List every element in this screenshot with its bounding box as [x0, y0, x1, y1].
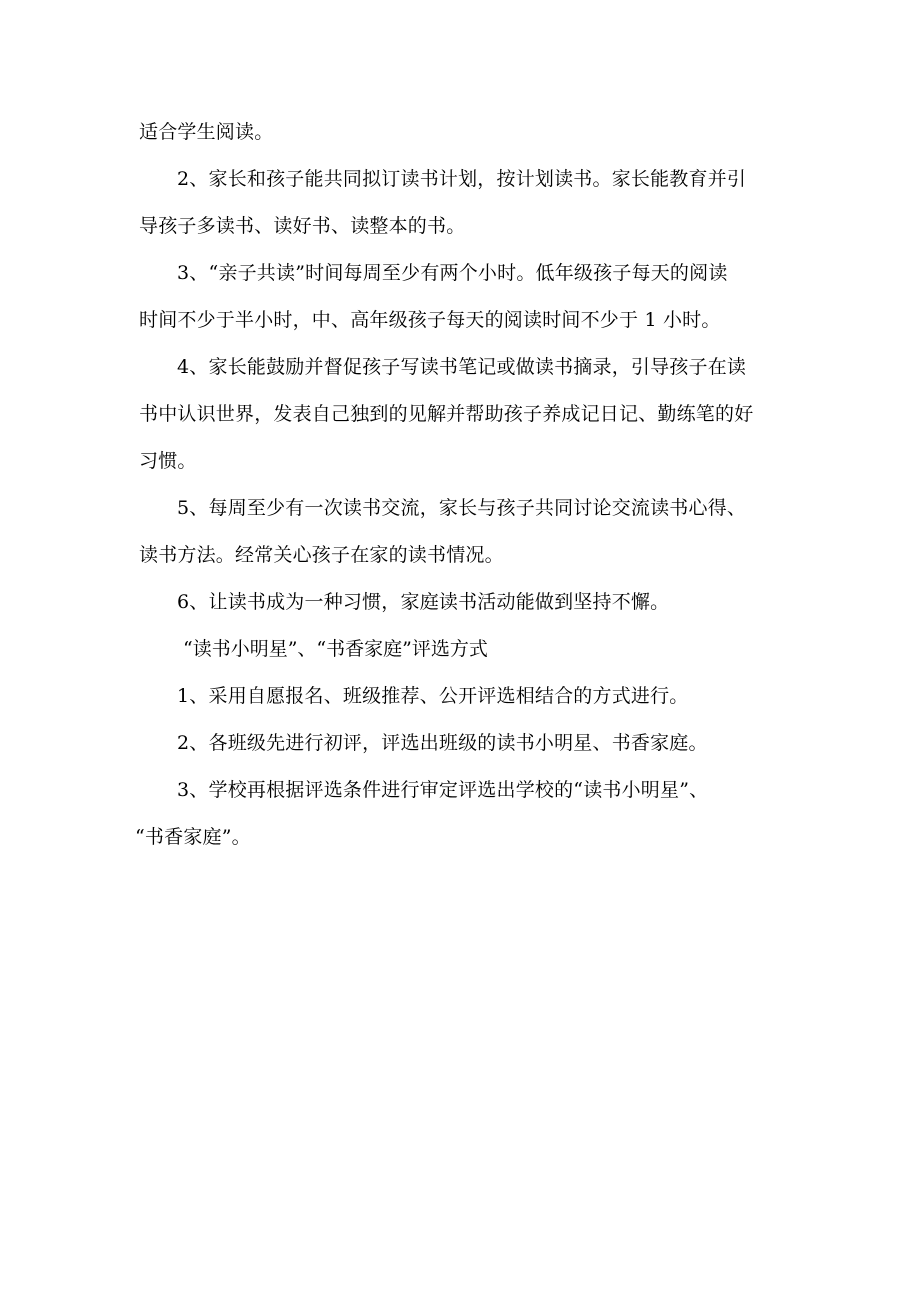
- text-line: 2、各班级先进行初评，评选出班级的读书小明星、书香家庭。: [177, 732, 708, 754]
- text-line: 适合学生阅读。: [139, 121, 274, 143]
- method-item-1: [139, 673, 789, 720]
- paragraph-item-6: [139, 579, 789, 626]
- paragraph-item-3: [139, 250, 789, 344]
- paragraph-item-5: [139, 485, 789, 579]
- paragraph-item-4: [139, 344, 789, 485]
- text-line: 2、家长和孩子能共同拟订读书计划，按计划读书。家长能教育并引: [177, 168, 747, 190]
- paragraph-continuation: [139, 109, 789, 156]
- section-heading: “读书小明星”、“书香家庭”评选方式: [183, 638, 488, 660]
- text-line: 3、学校再根据评选条件进行审定评选出学校的“读书小明星”、: [177, 779, 709, 801]
- text-line: 读书方法。经常关心孩子在家的读书情况。: [139, 544, 504, 566]
- method-item-3: [135, 767, 789, 861]
- text-line: 习惯。: [139, 450, 197, 472]
- document-body: [135, 109, 789, 861]
- text-line: 4、家长能鼓励并督促孩子写读书笔记或做读书摘录，引导孩子在读: [177, 356, 747, 378]
- text-line: 导孩子多读书、读好书、读整本的书。: [139, 215, 466, 237]
- text-line: 6、让读书成为一种习惯，家庭读书活动能做到坚持不懈。: [177, 591, 670, 613]
- text-line: 时间不少于半小时，中、高年级孩子每天的阅读时间不少于 1 小时。: [139, 309, 721, 331]
- text-line: 书中认识世界，发表自己独到的见解并帮助孩子养成记日记、勤练笔的好: [139, 403, 754, 425]
- text-line: 3、“亲子共读”时间每周至少有两个小时。低年级孩子每天的阅读: [177, 262, 728, 284]
- method-item-2: [139, 720, 789, 767]
- text-line: 1、采用自愿报名、班级推荐、公开评选相结合的方式进行。: [177, 685, 689, 707]
- text-line: “书香家庭”。: [135, 826, 251, 848]
- paragraph-item-2: [139, 156, 789, 250]
- text-line: 5、每周至少有一次读书交流，家长与孩子共同讨论交流读书心得、: [177, 497, 747, 519]
